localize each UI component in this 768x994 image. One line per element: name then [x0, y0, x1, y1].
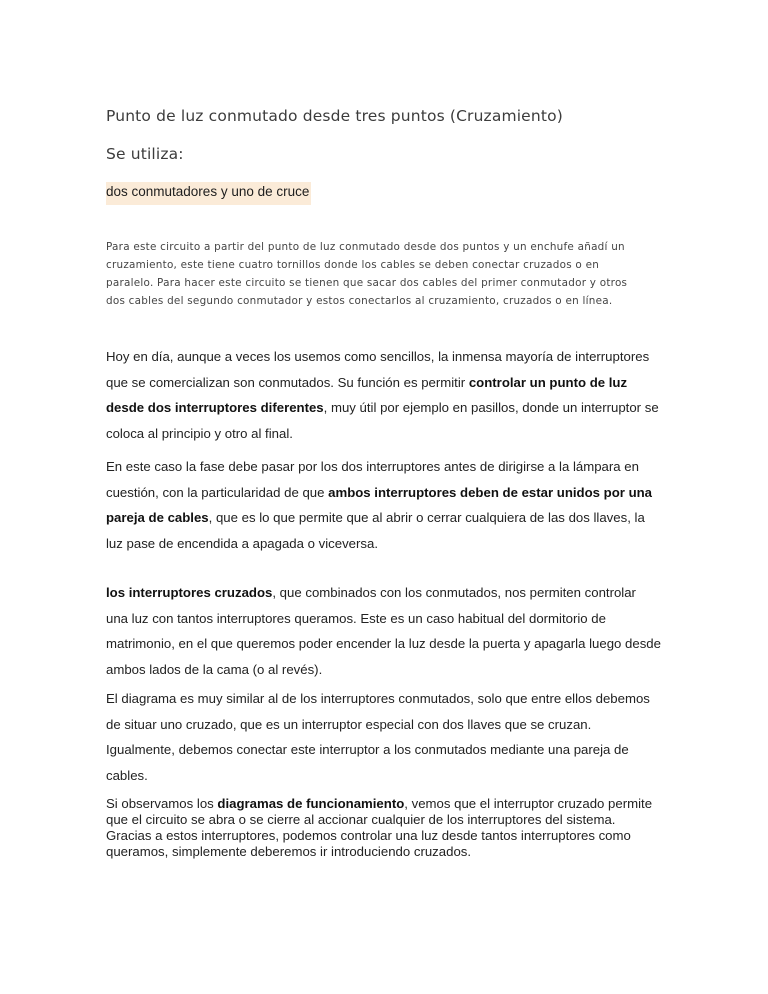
intro-line: dos cables del segundo conmutador y estos conectarlos al cruzamiento, cruzados o en línea.	[106, 295, 613, 307]
paragraph-line	[106, 796, 676, 812]
paragraph-conmutados	[106, 344, 676, 446]
bold-text: los interruptores cruzados	[106, 585, 273, 600]
text-run: Si observamos los	[106, 796, 218, 811]
paragraph-line: coloca al principio y otro al final.	[106, 425, 293, 441]
paragraph-line: ambos lados de la cama (o al revés).	[106, 661, 323, 677]
text-run: cuestión, con la particularidad de que	[106, 484, 329, 500]
section-subtitle: Se utiliza:	[106, 145, 184, 163]
paragraph-line	[106, 370, 676, 396]
paragraph-fase	[106, 454, 676, 556]
paragraph-funcionamiento	[106, 796, 676, 860]
bold-text: controlar un punto de luz	[468, 374, 628, 390]
text-run: , que es lo que permite que al abrir o cerrar cualquiera de las dos llaves, la	[208, 510, 645, 525]
paragraph-line	[106, 480, 676, 506]
bold-text: diagramas de funcionamiento	[217, 796, 405, 811]
paragraph-line	[106, 395, 676, 421]
paragraph-diagrama	[106, 686, 676, 788]
paragraph-line: Hoy en día, aunque a veces los usemos como sencillos, la inmensa mayoría de interruptores	[106, 349, 650, 364]
text-run: que se comercializan son conmutados. Su función es permitir	[106, 374, 469, 390]
paragraph-line: queramos, simplemente deberemos ir introduciendo cruzados.	[106, 844, 472, 859]
bold-text: ambos interruptores deben de estar unidos por una	[328, 484, 653, 500]
paragraph-line: cables.	[106, 767, 148, 783]
document-title: Punto de luz conmutado desde tres puntos (Cruzamiento)	[106, 107, 563, 125]
intro-line: Para este circuito a partir del punto de luz conmutado desde dos puntos y un enchufe añadí un	[106, 241, 625, 253]
text-run: , vemos que el interruptor cruzado permite	[404, 796, 653, 811]
paragraph-line: El diagrama es muy similar al de los interruptores conmutados, solo que entre ellos debemos	[106, 691, 650, 706]
paragraph-line: En este caso la fase debe pasar por los dos interruptores antes de dirigirse a la lámpara en	[106, 459, 639, 474]
paragraph-line: Igualmente, debemos conectar este interruptor a los conmutados mediante una pareja de	[106, 742, 629, 757]
paragraph-line: matrimonio, en el que queremos poder encender la luz desde la puerta y apagarla luego desde	[106, 636, 661, 651]
paragraph-cruzados	[106, 580, 676, 682]
paragraph-line	[106, 505, 676, 531]
bold-text: pareja de cables	[106, 510, 209, 525]
bold-text: desde dos interruptores diferentes	[106, 400, 324, 415]
paragraph-line: luz pase de encendida a apagada o viceversa.	[106, 535, 379, 551]
intro-line: paralelo. Para hacer este circuito se tienen que sacar dos cables del primer conmutador y otros	[106, 277, 628, 289]
highlighted-text: dos conmutadores y uno de cruce	[106, 182, 311, 205]
text-run: , muy útil por ejemplo en pasillos, donde un interruptor se	[323, 400, 659, 415]
text-run: , que combinados con los conmutados, nos permiten controlar	[272, 585, 636, 600]
paragraph-line: una luz con tantos interruptores queramos. Este es un caso habitual del dormitorio de	[106, 610, 606, 626]
intro-paragraph	[106, 238, 666, 310]
intro-line: cruzamiento, este tiene cuatro tornillos donde los cables se deben conectar cruzados o en	[106, 259, 600, 271]
paragraph-line: Gracias a estos interruptores, podemos controlar una luz desde tantos interruptores como	[106, 828, 631, 843]
paragraph-line: que el circuito se abra o se cierre al accionar cualquier de los interruptores del sistema.	[106, 812, 616, 827]
paragraph-line	[106, 580, 676, 606]
paragraph-line: de situar uno cruzado, que es un interruptor especial con dos llaves que se cruzan.	[106, 716, 592, 732]
